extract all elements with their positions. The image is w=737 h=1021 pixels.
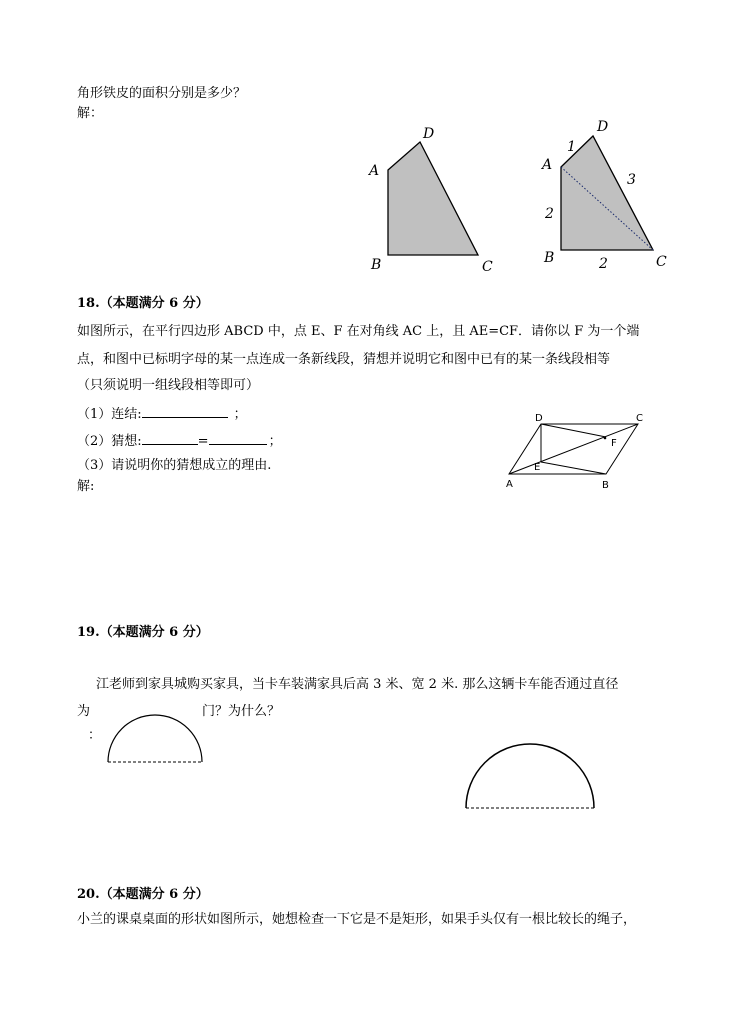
- item-label: （1）连结:: [77, 407, 142, 422]
- question-18-item-2: [77, 432, 282, 450]
- question-18-title: 18.（本题满分 6 分）: [77, 296, 209, 311]
- question-18-text: 如图所示，在平行四边形 ABCD 中，点 E、F 在对角线 AC 上，且 AE=CF．请你以 F 为一个端: [77, 324, 640, 339]
- label-e: E: [534, 462, 541, 473]
- segment-df: [541, 424, 606, 437]
- point-f: [604, 437, 607, 440]
- length-ab: 2: [545, 206, 554, 222]
- answer-blank[interactable]: [142, 432, 198, 445]
- label-a: A: [542, 157, 553, 173]
- label-b: B: [602, 480, 609, 491]
- question-20-text: 小兰的课桌桌面的形状如图所示，她想检查一下它是不是矩形，如果手头仅有一根比较长的绳子，: [77, 912, 637, 927]
- label-c: C: [482, 259, 493, 275]
- label-a: A: [369, 163, 380, 179]
- label-d: D: [535, 413, 543, 424]
- question-19-text-end: 门？为什么？: [202, 704, 281, 719]
- length-bc: 2: [599, 256, 608, 272]
- label-d: D: [423, 126, 435, 142]
- segment-eb: [541, 462, 606, 474]
- label-b: B: [371, 257, 382, 273]
- answer-blank[interactable]: [142, 405, 228, 418]
- item-end: ；: [233, 407, 247, 422]
- question-19-text: 江老师到家具城购买家具，当卡车装满家具后高 3 米、宽 2 米. 那么这辆卡车能否通过直径: [96, 677, 619, 692]
- question-20-title: 20.（本题满分 6 分）: [77, 887, 209, 902]
- question-19-title: 19.（本题满分 6 分）: [77, 625, 209, 640]
- item-label: （2）猜想:: [77, 434, 142, 449]
- answer-label: 解:: [77, 479, 95, 494]
- question-19-text-fragment: ：: [88, 728, 102, 743]
- label-d: D: [597, 119, 609, 135]
- answer-label: 解：: [77, 106, 104, 121]
- length-dc: 3: [627, 172, 636, 188]
- door-semicircle-small: [108, 715, 202, 762]
- answer-blank[interactable]: [209, 432, 267, 445]
- label-a: A: [506, 479, 513, 490]
- question-18-text: （只须说明一组线段相等即可）: [77, 378, 260, 393]
- question-18-item-3: （3）请说明你的猜想成立的理由.: [77, 458, 272, 473]
- text-line: 角形铁皮的面积分别是多少？: [77, 86, 247, 101]
- label-f: F: [611, 438, 617, 449]
- label-c: C: [636, 413, 643, 424]
- quadrilateral-abcd-1: [388, 142, 478, 255]
- diagonal-ac: [509, 424, 638, 474]
- label-c: C: [656, 254, 667, 270]
- length-ad: 1: [567, 139, 576, 155]
- question-18-text: 点，和图中已标明字母的某一点连成一条新线段，猜想并说明它和图中已有的某一条线段相等: [77, 352, 611, 367]
- question-18-item-1: [77, 405, 247, 423]
- item-end: ；: [268, 434, 282, 449]
- door-semicircle-large: [466, 744, 594, 808]
- label-b: B: [544, 250, 555, 266]
- question-19-text-start: 为: [77, 704, 91, 719]
- equals-sign: =: [197, 434, 209, 449]
